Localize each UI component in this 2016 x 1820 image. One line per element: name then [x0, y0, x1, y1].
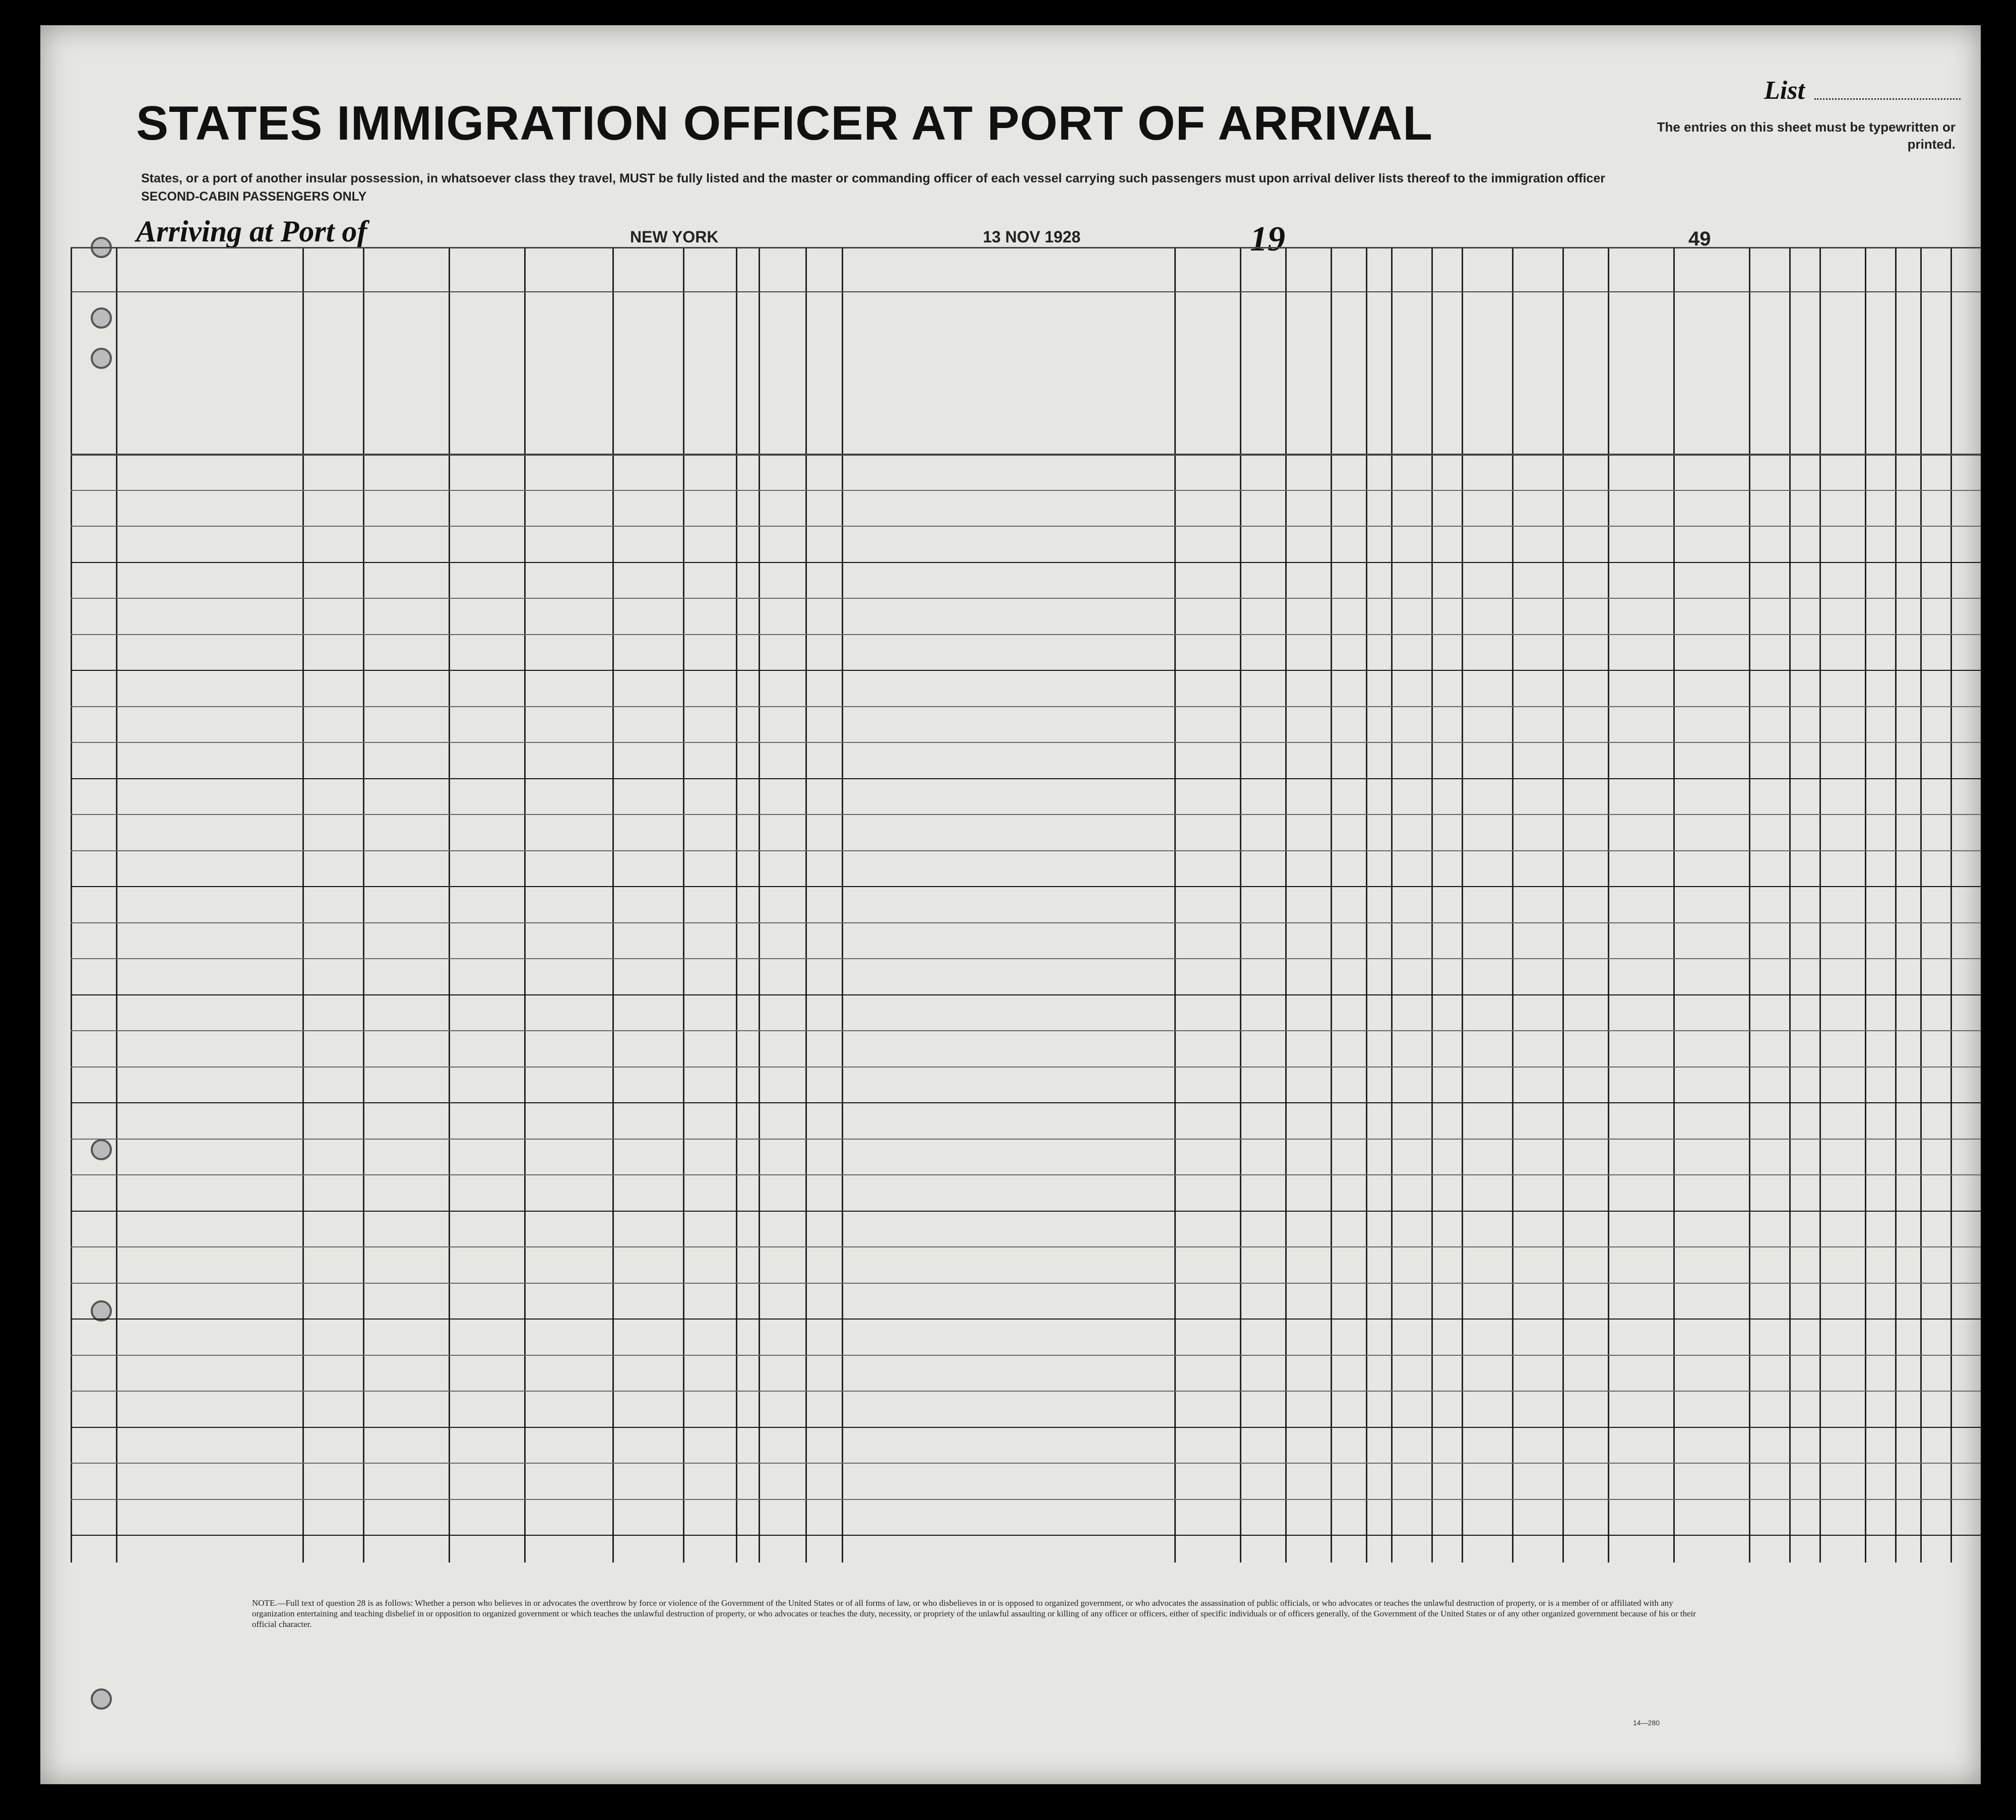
row-rule — [71, 1355, 1981, 1356]
column-rule — [1865, 247, 1866, 1562]
column-rule — [842, 247, 843, 1562]
column-rule — [1366, 247, 1367, 1562]
row-rule — [71, 1391, 1981, 1392]
arriving-label: Arriving at Port of — [136, 215, 367, 248]
row-rule — [71, 1535, 1981, 1536]
row-rule — [71, 1246, 1981, 1247]
row-rule — [71, 814, 1981, 815]
entries-note: The entries on this sheet must be typewritten or printed. — [1657, 119, 1956, 152]
form-code: 14—280 — [1633, 1719, 1660, 1727]
row-rule — [71, 1319, 1981, 1320]
column-rule — [612, 247, 614, 1562]
column-rule — [1895, 247, 1897, 1562]
column-rule — [759, 247, 760, 1562]
column-rule — [1819, 247, 1821, 1562]
port-value: NEW YORK — [630, 228, 719, 246]
column-rule — [363, 247, 364, 1562]
column-rule — [1749, 247, 1750, 1562]
column-rule — [1608, 247, 1609, 1562]
row-rule — [71, 886, 1981, 887]
column-rule — [1920, 247, 1922, 1562]
list-number-line — [1814, 98, 1961, 100]
header-class: SECOND-CABIN PASSENGERS ONLY — [141, 190, 367, 204]
row-rule — [71, 1211, 1981, 1212]
column-rule — [71, 247, 72, 1562]
header-rule — [71, 454, 1981, 456]
page-number: 49 — [1688, 228, 1711, 250]
year-prefix: 19 — [1250, 220, 1285, 259]
column-rule — [736, 247, 737, 1562]
row-rule — [71, 706, 1981, 707]
row-rule — [71, 958, 1981, 959]
row-rule — [71, 1499, 1981, 1500]
row-rule — [71, 562, 1981, 563]
header-rule — [71, 291, 1981, 292]
row-rule — [71, 1427, 1981, 1428]
column-rule — [1431, 247, 1433, 1562]
row-rule — [71, 1139, 1981, 1140]
date-stamp: 13 NOV 1928 — [983, 228, 1081, 246]
row-rule — [71, 1102, 1981, 1103]
manifest-table — [71, 247, 1981, 1562]
row-rule — [71, 1283, 1981, 1284]
row-rule — [71, 1066, 1981, 1068]
header-rule — [71, 247, 1981, 248]
column-rule — [1512, 247, 1514, 1562]
row-rule — [71, 1174, 1981, 1175]
header-instructions: States, or a port of another insular possession, in whatsoever class they travel, MUST be fully listed and the master or commanding officer of each vessel carrying such passengers must upon arrival deliver lists thereof to the immigration officer — [141, 171, 1605, 185]
list-label: List — [1764, 76, 1805, 105]
column-rule — [524, 247, 526, 1562]
column-rule — [1562, 247, 1564, 1562]
column-rule — [1240, 247, 1241, 1562]
row-rule — [71, 1030, 1981, 1031]
row-rule — [71, 526, 1981, 527]
row-rule — [71, 670, 1981, 671]
row-rule — [71, 490, 1981, 491]
column-rule — [1950, 247, 1952, 1562]
column-rule — [1673, 247, 1675, 1562]
footnote: NOTE.—Full text of question 28 is as follows: Whether a person who believes in or advocates the overthrow by force or violence of the Government of the United States or of all forms of law, or who disbelieves in or is opposed to organized government, or who advocates the assassination of public officials, or who advocates or teaches the unlawful destruction of property, or is a member of or affiliated with any organization entertaining and teaching disbelief in or opposition to organized government or which teaches the unlawful destruction of property, or who advocates or teaches the duty, necessity, or propriety of the unlawful assaulting or killing of any officer or officers, either of specific individuals or of officers generally, of the Government of the United States or of any other organized government because of his or their official character. — [252, 1598, 1696, 1629]
column-rule — [1331, 247, 1332, 1562]
row-rule — [71, 742, 1981, 743]
column-rule — [1462, 247, 1463, 1562]
row-rule — [71, 634, 1981, 635]
row-rule — [71, 922, 1981, 923]
column-rule — [1174, 247, 1176, 1562]
column-rule — [1789, 247, 1791, 1562]
column-rule — [805, 247, 807, 1562]
page-title: STATES IMMIGRATION OFFICER AT PORT OF ARRIVAL — [136, 96, 1433, 150]
column-rule — [683, 247, 684, 1562]
row-rule — [71, 850, 1981, 851]
binder-hole-icon — [91, 1688, 112, 1710]
column-rule — [449, 247, 450, 1562]
row-rule — [71, 1463, 1981, 1464]
column-rule — [1285, 247, 1287, 1562]
row-rule — [71, 598, 1981, 599]
row-rule — [71, 778, 1981, 779]
column-rule — [302, 247, 304, 1562]
row-rule — [71, 994, 1981, 995]
manifest-sheet — [40, 25, 1981, 1784]
column-rule — [116, 247, 117, 1562]
column-rule — [1391, 247, 1393, 1562]
